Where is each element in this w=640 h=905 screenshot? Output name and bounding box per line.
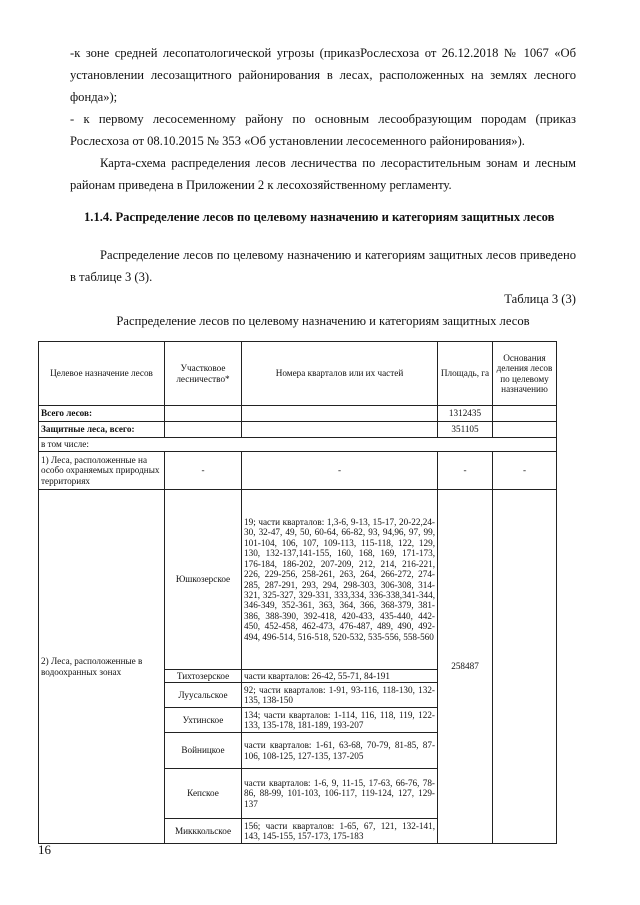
- row2-quarters: части кварталов: 1-6, 9, 11-15, 17-63, 66-76, 78-86, 88-99, 101-103, 106-117, 119-124, 127, 129-137: [242, 769, 438, 819]
- row2-quarters: 19; части кварталов: 1,3-6, 9-13, 15-17, 20-22,24-30, 32-47, 49, 50, 60-64, 66-82, 93, 94,96, 97, 99, 101-104, 106, 107, 109-113, 115-118, 122, 129, 130, 132-137,141-155, 160, 168, 169, 171-173, 176-184, 186-202, 207-209, 212, 214, 216-221, 226, 229-256, 258-261, 263, 264, 266-272, 274-285, 287-291, 293, 294, 298-303, 306-308, 314-321, 325-327, 329-331, 333,334, 336-338,341-344, 346-349, 352-361, 363, 364, 366, 368-379, 381-386, 388-390, 392-418, 420-433, 435-440, 442-450, 452-458, 462-473, 476-487, 489, 490, 492-494, 496-514, 516-518, 520-532, 535-556, 558-560: [242, 490, 438, 670]
- protective-label: Защитные леса, всего:: [39, 422, 165, 438]
- row2-quarters: 134; части кварталов: 1-114, 116, 118, 119, 122-133, 135-178, 181-189, 193-207: [242, 708, 438, 733]
- paragraph-3: Карта-схема распределения лесов лесничества по лесорастительным зонам и лесным районам приведена в Приложении 2 к лесохозяйственному регламенту.: [70, 156, 576, 192]
- forest-distribution-table: [38, 341, 557, 844]
- header-quarters: Номера кварталов или их частей: [242, 342, 438, 406]
- table-row: [39, 490, 557, 670]
- page-number: 16: [38, 842, 51, 857]
- header-basis: Основания деления лесов по целевому назначению: [493, 342, 557, 406]
- row2-quarters: части кварталов: 26-42, 55-71, 84-191: [242, 670, 438, 683]
- paragraph-2: - к первому лесосеменному району по основным лесообразующим породам (приказ Рослесхоза от 08.10.2015 № 353 «Об установлении лесосеменного районирования»).: [70, 112, 576, 148]
- row1-area: -: [438, 452, 493, 490]
- paragraph-1: -к зоне средней лесопатологической угрозы (приказРослесхоза от 26.12.2018 № 1067 «Об установлении лесозащитного районирования в лесах, расположенных на землях лесного фонда»);: [70, 46, 576, 104]
- row2-district: Тихтозерское: [165, 670, 242, 683]
- row2-quarters: части кварталов: 1-61, 63-68, 70-79, 81-85, 87-106, 108-125, 127-135, 137-205: [242, 733, 438, 769]
- total-area: 1312435: [438, 406, 493, 422]
- table-row: [39, 406, 557, 422]
- row2-district: Микккольское: [165, 819, 242, 844]
- row2-district: Юшкозерское: [165, 490, 242, 670]
- row2-quarters: 156; части кварталов: 1-65, 67, 121, 132-141, 143, 145-155, 157-173, 175-183: [242, 819, 438, 844]
- table-caption: Распределение лесов по целевому назначению и категориям защитных лесов: [116, 314, 530, 328]
- total-label: Всего лесов:: [39, 406, 165, 422]
- row2-quarters: 92; части кварталов: 1-91, 93-116, 118-130, 132-135, 138-150: [242, 683, 438, 708]
- protective-area: 351105: [438, 422, 493, 438]
- row2-label: 2) Леса, расположенные в водоохранных зонах: [39, 490, 165, 844]
- row1-quarters: -: [242, 452, 438, 490]
- row2-district: Кепское: [165, 769, 242, 819]
- row1-district: -: [165, 452, 242, 490]
- row2-district: Войницкое: [165, 733, 242, 769]
- header-area: Площадь, га: [438, 342, 493, 406]
- table-row: [39, 452, 557, 490]
- section-heading: 1.1.4. Распределение лесов по целевому назначению и категориям защитных лесов: [84, 210, 555, 224]
- row2-area: 258487: [438, 490, 493, 844]
- including-label: в том числе:: [39, 438, 557, 452]
- row1-basis: -: [493, 452, 557, 490]
- row2-district: Луусальское: [165, 683, 242, 708]
- intro-paragraph: Распределение лесов по целевому назначению и категориям защитных лесов приведено в таблице 3 (3).: [70, 248, 576, 284]
- table-row: [39, 422, 557, 438]
- header-purpose: Целевое назначение лесов: [39, 342, 165, 406]
- header-district: Участковое лесничество*: [165, 342, 242, 406]
- table-row: [39, 438, 557, 452]
- row1-label: 1) Леса, расположенные на особо охраняемых природных территориях: [39, 452, 165, 490]
- table-number: Таблица 3 (3): [504, 292, 576, 306]
- table-header-row: [39, 342, 557, 406]
- row2-district: Ухтинское: [165, 708, 242, 733]
